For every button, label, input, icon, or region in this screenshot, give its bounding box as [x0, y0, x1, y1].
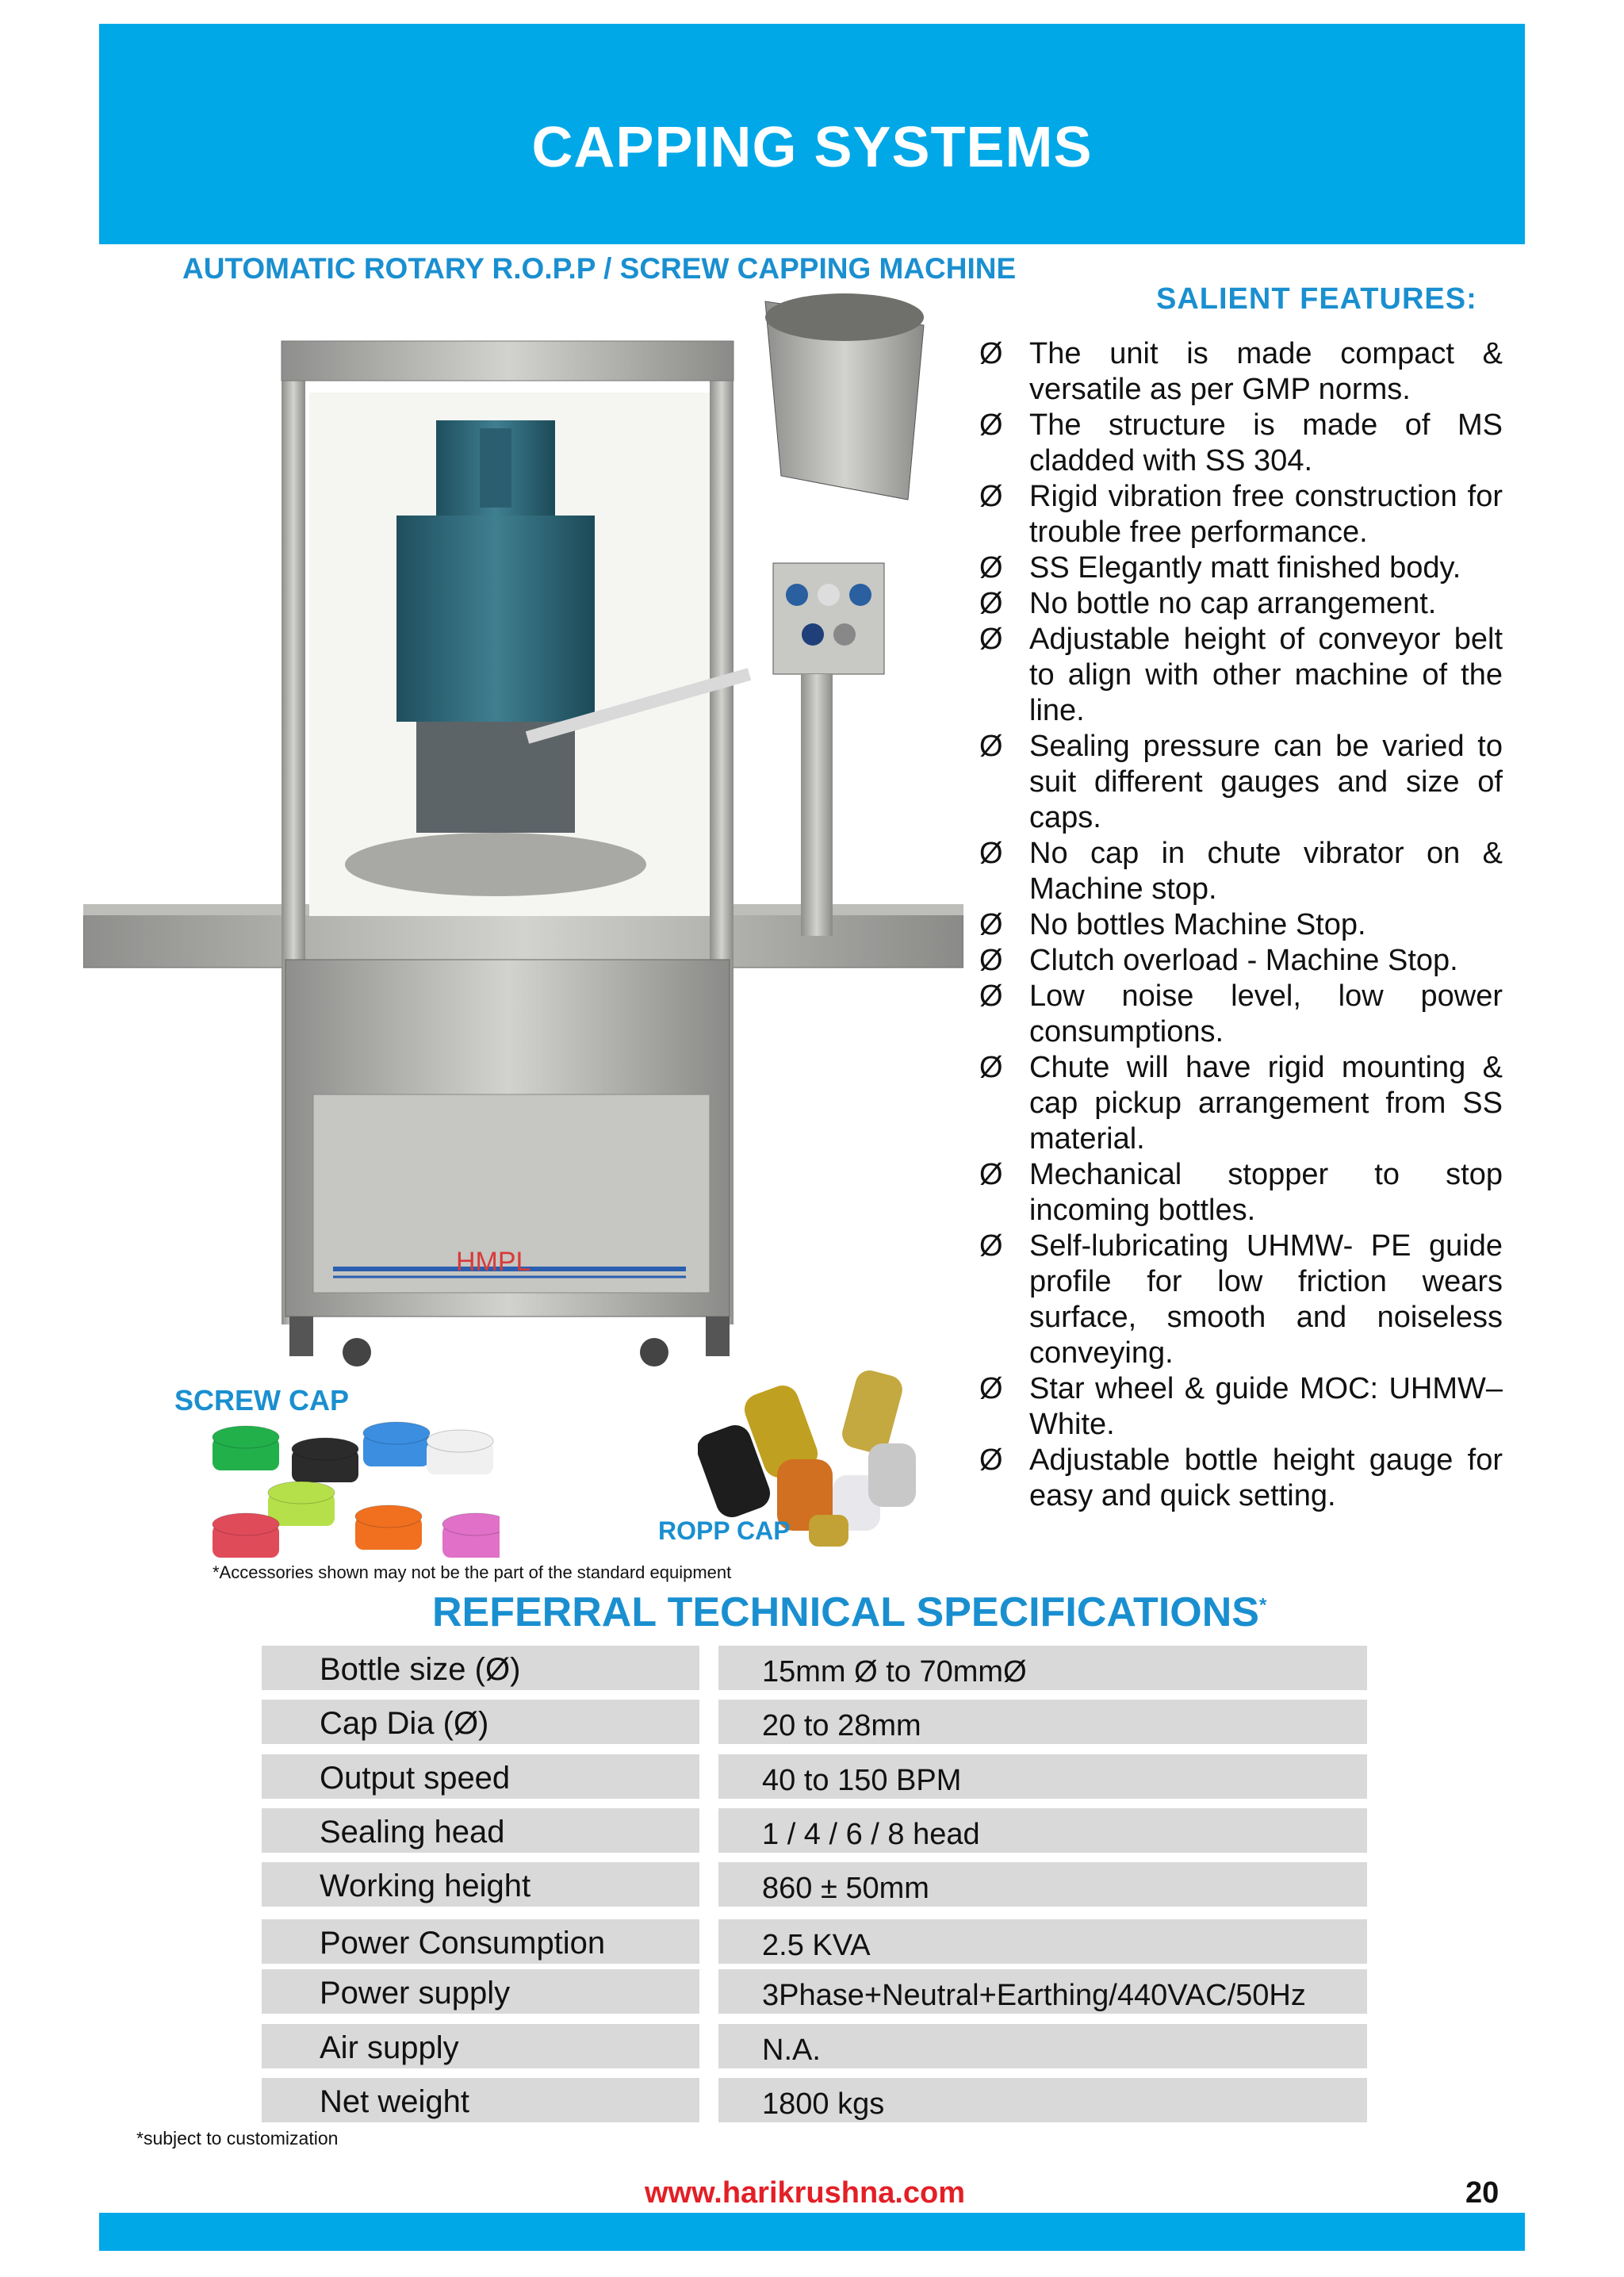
spec-value-cell — [718, 2024, 1367, 2068]
bullet-icon: Ø — [979, 1443, 1003, 1477]
feature-text: No bottles Machine Stop. — [1029, 908, 1366, 941]
feature-item — [979, 1443, 1503, 1514]
feature-item — [979, 1050, 1503, 1157]
spec-label-cell — [262, 1754, 699, 1802]
features-heading: SALIENT FEATURES: — [1156, 282, 1477, 316]
spec-label: Bottle size (Ø) — [320, 1652, 521, 1687]
feature-text: The unit is made compact & versatile as per GMP norms. — [1029, 337, 1503, 406]
feature-text: Chute will have rigid mounting & cap pickup arrangement from SS material. — [1029, 1051, 1503, 1156]
customization-note: *subject to customization — [136, 2128, 339, 2149]
spec-value: 20 to 28mm — [762, 1709, 921, 1742]
spec-value: 860 ± 50mm — [762, 1872, 929, 1905]
feature-text: SS Elegantly matt finished body. — [1029, 551, 1461, 585]
feature-text: No bottle no cap arrangement. — [1029, 587, 1437, 620]
machine-image — [83, 293, 963, 1388]
spec-value: 2.5 KVA — [762, 1929, 871, 1962]
feature-item — [979, 907, 1503, 943]
spec-value-cell — [718, 1646, 1367, 1690]
spec-label: Cap Dia (Ø) — [320, 1706, 489, 1741]
feature-item — [979, 943, 1503, 979]
spec-value: N.A. — [762, 2034, 821, 2067]
spec-value: 1 / 4 / 6 / 8 head — [762, 1818, 980, 1851]
spec-label-cell — [262, 1862, 699, 1910]
feature-item — [979, 1229, 1503, 1371]
bullet-icon: Ø — [979, 623, 1003, 656]
feature-item — [979, 336, 1503, 408]
spec-label: Net weight — [320, 2084, 469, 2119]
spec-value-cell — [718, 1808, 1367, 1853]
spec-label-cell — [262, 1700, 699, 1747]
spec-label-cell — [262, 1969, 699, 2017]
website-link[interactable]: www.harikrushna.com — [645, 2176, 966, 2210]
bullet-icon: Ø — [979, 1051, 1003, 1084]
machine-brand: HMPL — [456, 1247, 531, 1277]
bullet-icon: Ø — [979, 408, 1003, 442]
spec-label-cell — [262, 2024, 699, 2072]
feature-text: Star wheel & guide MOC: UHMW–White. — [1029, 1372, 1503, 1441]
spec-label: Power supply — [320, 1976, 511, 2011]
machine-title: AUTOMATIC ROTARY R.O.P.P / SCREW CAPPING MACHINE — [182, 252, 1017, 285]
spec-value-cell — [718, 1862, 1367, 1907]
feature-item — [979, 729, 1503, 836]
spec-label-cell — [262, 1646, 699, 1693]
bullet-icon: Ø — [979, 480, 1003, 513]
spec-label: Power Consumption — [320, 1926, 606, 1961]
bullet-icon: Ø — [979, 1158, 1003, 1191]
bullet-icon: Ø — [979, 587, 1003, 620]
feature-item — [979, 979, 1503, 1050]
screw-cap — [213, 1513, 279, 1558]
bullet-icon: Ø — [979, 730, 1003, 763]
bullet-icon: Ø — [979, 551, 1003, 585]
screw-cap-label: SCREW CAP — [174, 1384, 350, 1416]
footer-band — [99, 2213, 1525, 2251]
feature-text: Adjustable height of conveyor belt to align with other machine of the line. — [1029, 623, 1503, 727]
spec-label-cell — [262, 2078, 699, 2126]
feature-text: The structure is made of MS cladded with SS 304. — [1029, 408, 1503, 477]
feature-text: Clutch overload - Machine Stop. — [1029, 944, 1458, 977]
feature-text: Sealing pressure can be varied to suit different gauges and size of caps. — [1029, 730, 1503, 834]
bullet-icon: Ø — [979, 1372, 1003, 1405]
screw-cap — [213, 1426, 279, 1470]
features-list — [979, 336, 1503, 1514]
feature-item — [979, 836, 1503, 907]
feature-item — [979, 1157, 1503, 1229]
screw-cap — [268, 1482, 335, 1526]
spec-value-cell — [718, 1919, 1367, 1964]
page-title: CAPPING SYSTEMS — [531, 116, 1093, 179]
feature-text: Low noise level, low power consumptions. — [1029, 979, 1503, 1048]
bullet-icon: Ø — [979, 837, 1003, 870]
screw-caps-image — [198, 1420, 500, 1570]
ropp-cap-label: ROPP CAP — [658, 1516, 791, 1545]
feature-text: Self-lubricating UHMW- PE guide profile for low friction wears surface, smooth and noiseless conveying. — [1029, 1229, 1503, 1370]
spec-label: Working height — [320, 1869, 531, 1903]
feature-text: Mechanical stopper to stop incoming bottles. — [1029, 1158, 1503, 1227]
feature-item — [979, 586, 1503, 622]
spec-value-cell — [718, 2078, 1367, 2122]
feature-item — [979, 622, 1503, 729]
spec-value: 40 to 150 BPM — [762, 1764, 962, 1797]
screw-cap — [442, 1513, 500, 1558]
spec-value: 15mm Ø to 70mmØ — [762, 1655, 1027, 1689]
spec-label: Sealing head — [320, 1815, 505, 1850]
feature-text: Rigid vibration free construction for trouble free performance. — [1029, 480, 1503, 549]
specs-heading-mark: * — [1258, 1594, 1267, 1616]
feature-text: Adjustable bottle height gauge for easy and quick setting. — [1029, 1443, 1503, 1512]
feature-item — [979, 479, 1503, 550]
spec-value-cell — [718, 1969, 1367, 2014]
bullet-icon: Ø — [979, 979, 1003, 1013]
spec-label: Air supply — [320, 2030, 459, 2065]
bullet-icon: Ø — [979, 908, 1003, 941]
screw-cap — [355, 1505, 422, 1550]
spec-label-cell — [262, 1919, 699, 1967]
screw-cap — [292, 1438, 358, 1482]
spec-value-cell — [718, 1700, 1367, 1744]
feature-item — [979, 408, 1503, 479]
page-number: 20 — [1465, 2176, 1500, 2210]
spec-label: Output speed — [320, 1761, 511, 1796]
bullet-icon: Ø — [979, 337, 1003, 370]
spec-value: 3Phase+Neutral+Earthing/440VAC/50Hz — [762, 1979, 1306, 2012]
specs-heading — [432, 1589, 1266, 1636]
feature-text: No cap in chute vibrator on & Machine stop. — [1029, 837, 1503, 906]
feature-item — [979, 550, 1503, 586]
specs-heading-text: REFERRAL TECHNICAL SPECIFICATIONS — [432, 1589, 1259, 1635]
bullet-icon: Ø — [979, 1229, 1003, 1263]
bullet-icon: Ø — [979, 944, 1003, 977]
accessories-note: *Accessories shown may not be the part of the standard equipment — [213, 1562, 732, 1582]
spec-value-cell — [718, 1754, 1367, 1799]
feature-item — [979, 1371, 1503, 1443]
spec-value: 1800 kgs — [762, 2087, 885, 2121]
spec-label-cell — [262, 1808, 699, 1856]
screw-cap — [363, 1422, 430, 1466]
screw-cap — [427, 1430, 493, 1474]
